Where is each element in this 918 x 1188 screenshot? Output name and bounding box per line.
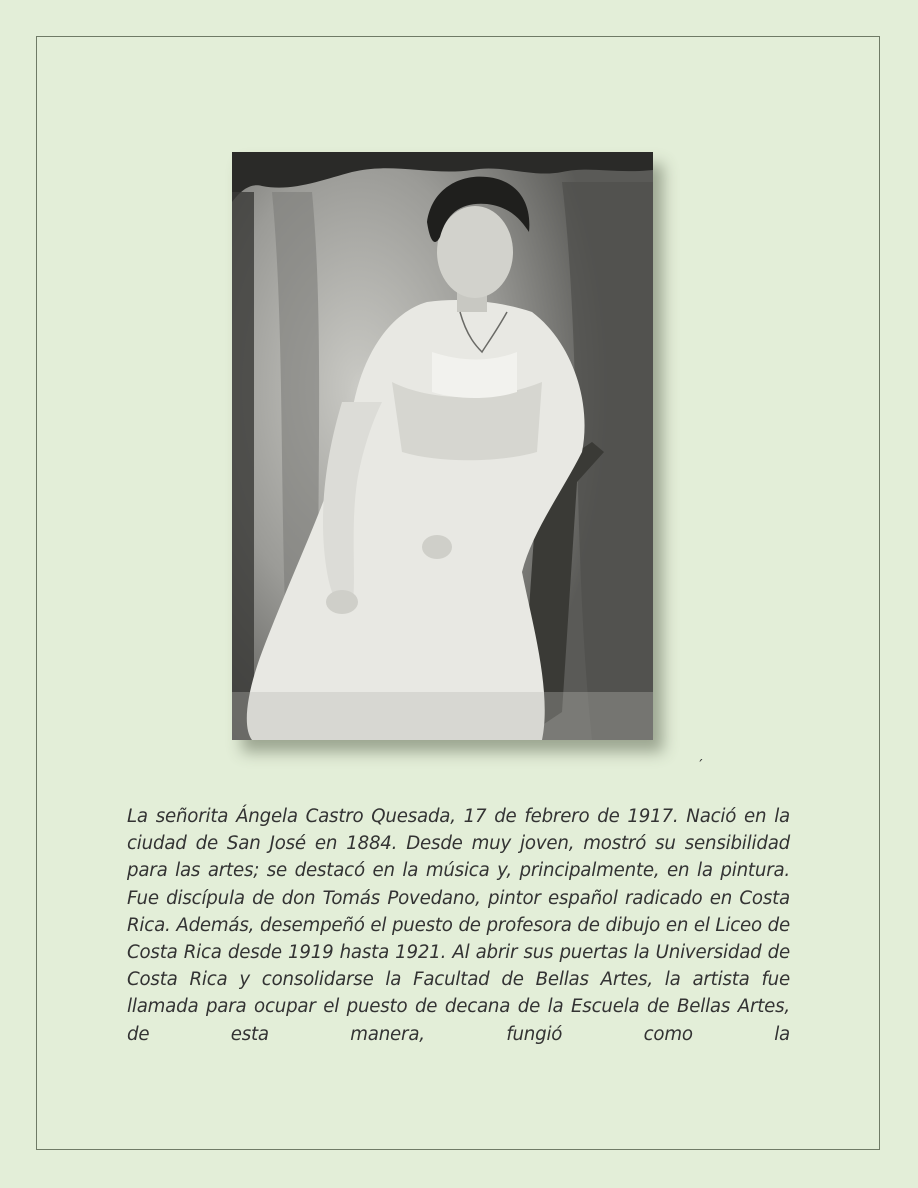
photo-caption: La señorita Ángela Castro Quesada, 17 de febrero de 1917. Nació en la ciudad de San José en 1884. Desde muy joven, mostró su sensibilidad para las artes; se destacó en la música y, principalmente, en la pintura. Fue discípula de don Tomás Povedano, pintor español radicado en Costa Rica. Además, desempeñó el puesto de profesora de dibujo en el Liceo de Costa Rica desde 1919 hasta 1921. Al abrir sus puertas la Universidad de Costa Rica y consolidarse la Facultad de Bellas Artes, la artista fue llamada para ocupar el puesto de decana de la Escuela de Bellas Artes, de esta manera, fungió como la — [127, 806, 790, 1045]
portrait-illustration — [232, 152, 653, 740]
stray-accent-mark: ´ — [697, 759, 704, 774]
portrait-photograph — [232, 152, 653, 740]
